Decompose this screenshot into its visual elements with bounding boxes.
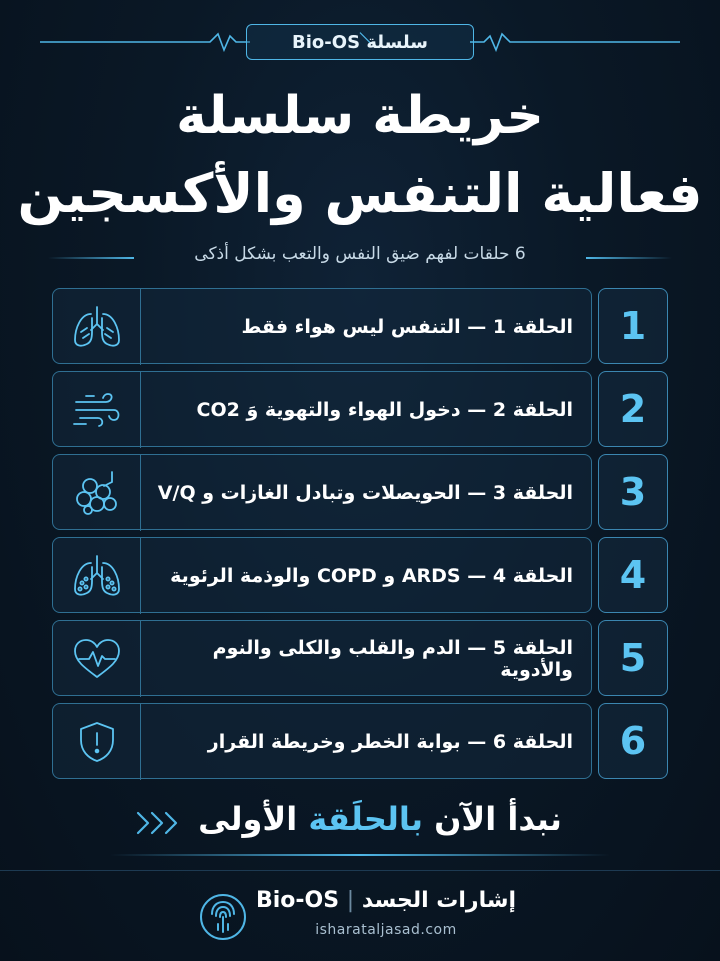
page-title-line-1: خريطة سلسلة (176, 86, 544, 146)
cta-highlight: بالحلَقة (308, 800, 423, 838)
chevrons-icon (134, 808, 184, 838)
brand-name-ar: إشارات الجسد (361, 888, 517, 913)
episode-number: 3 (598, 454, 668, 530)
brand-logo-icon (198, 892, 248, 942)
cta-row (0, 796, 720, 856)
episode-label: الحلقة 1 — التنفس ليس هواء فقط (241, 316, 573, 338)
episode-label: الحلقة 4 — ARDS و COPD والوذمة الرئوية (170, 565, 573, 587)
episode-item-4[interactable] (52, 537, 668, 613)
episode-icon-box (53, 289, 141, 365)
damaged-lungs-icon (71, 553, 123, 599)
cta-suffix: الأولى (198, 800, 309, 838)
episode-icon-box (53, 621, 141, 697)
episode-label: الحلقة 5 — الدم والقلب والكلى والنوم والأدوية (212, 637, 573, 681)
episode-icon-box (53, 455, 141, 531)
wind-icon (72, 390, 122, 430)
alveoli-icon (72, 470, 122, 516)
episode-item-6[interactable] (52, 703, 668, 779)
subtitle: 6 حلقات لفهم ضيق النفس والتعب بشكل أذكى (194, 244, 526, 264)
series-badge (246, 24, 474, 60)
episode-card (52, 537, 592, 613)
episode-icon-box (53, 704, 141, 780)
cta-underline (110, 854, 610, 856)
lungs-icon (71, 304, 123, 350)
pulse-right-icon (470, 30, 680, 54)
episode-number: 4 (598, 537, 668, 613)
pulse-left-icon (40, 30, 250, 54)
episode-card (52, 288, 592, 364)
series-badge-label: سلسلة Bio-OS (292, 31, 428, 53)
series-badge-row (0, 20, 720, 64)
episode-number: 6 (598, 703, 668, 779)
subtitle-divider-right (586, 257, 672, 259)
episode-card (52, 620, 592, 696)
episode-item-1[interactable] (52, 288, 668, 364)
subtitle-divider-left (48, 257, 134, 259)
episode-number: 2 (598, 371, 668, 447)
brand-name (256, 888, 516, 913)
episode-number: 1 (598, 288, 668, 364)
episode-card (52, 703, 592, 779)
brand-name-en: Bio-OS (256, 888, 340, 913)
footer-divider (0, 870, 720, 871)
brand-separator: | (346, 888, 355, 913)
subtitle-row (0, 244, 720, 274)
shield-alert-icon (77, 720, 117, 764)
episode-label: الحلقة 2 — دخول الهواء والتهوية وَ CO2 (196, 399, 573, 421)
episode-label: الحلقة 3 — الحويصلات وتبادل الغازات و V/Q (157, 482, 573, 504)
heart-pulse-icon (71, 637, 123, 681)
episode-label: الحلقة 6 — بوابة الخطر وخريطة القرار (207, 731, 573, 753)
episode-item-2[interactable] (52, 371, 668, 447)
episode-icon-box (53, 372, 141, 448)
episode-card (52, 454, 592, 530)
episode-item-5[interactable] (52, 620, 668, 696)
brand-footer (0, 888, 720, 948)
cta-text (190, 800, 570, 838)
episode-item-3[interactable] (52, 454, 668, 530)
page-title-line-2: فعالية التنفس والأكسجين (17, 162, 703, 225)
episode-card (52, 371, 592, 447)
brand-url[interactable]: isharataljasad.com (315, 922, 457, 938)
cta-prefix: نبدأ الآن (422, 800, 562, 838)
episode-number: 5 (598, 620, 668, 696)
episode-icon-box (53, 538, 141, 614)
